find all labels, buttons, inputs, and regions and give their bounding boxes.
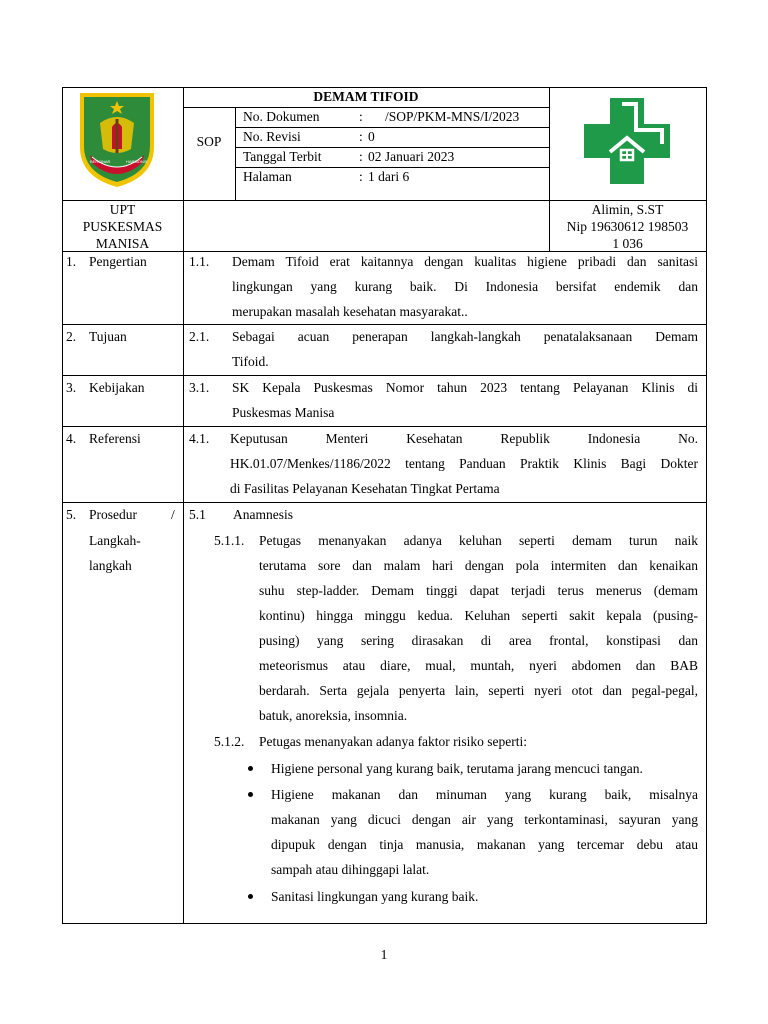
org-line-3: MANISA: [95, 236, 150, 251]
bullet-item: [271, 884, 698, 909]
meta-value-doc-number: /SOP/PKM-MNS/I/2023: [385, 109, 520, 124]
section-label: Langkah-: [89, 533, 141, 548]
body-line: Tifoid.: [232, 354, 269, 369]
body-line: Higiene personal yang kurang baik, terutama jarang mencuci tangan.: [271, 761, 643, 776]
border-bottom: [62, 923, 707, 924]
section-number: 3.: [66, 380, 77, 395]
org-line-1: UPT: [109, 202, 136, 217]
item-number: 5.1.1.: [214, 533, 245, 548]
body-line: Puskesmas Manisa: [232, 405, 335, 420]
subsection-number: 4.1.: [189, 431, 210, 446]
section-number: 2.: [66, 329, 77, 344]
emblem-text-right: HARMONIS: [126, 159, 148, 164]
body-line: dipupuk dengan tinja manusia, makanan yang tercemar debu atau: [271, 837, 698, 852]
subsection-number: 1.1.: [189, 254, 210, 269]
body-line: Sanitasi lingkungan yang kurang baik.: [271, 889, 479, 904]
title-underline: [183, 107, 549, 108]
body-line: makanan yang dicuci dengan air yang terkontaminasi, sayuran yang: [271, 812, 698, 827]
bullet-dot-icon: [248, 894, 253, 899]
meta-label: No. Revisi: [243, 129, 301, 144]
section-label: Prosedur: [89, 507, 137, 522]
section-label: Referensi: [89, 431, 141, 446]
body-line: Keputusan Menteri Kesehatan Republik Indonesia No.: [230, 431, 698, 446]
section-number: 4.: [66, 431, 77, 446]
bullet-dot-icon: [248, 792, 253, 797]
section-label: Pengertian: [89, 254, 147, 269]
row-4-bottom: [62, 502, 707, 503]
item-number: 5.1.2.: [214, 734, 245, 749]
emblem-text-left: BERSINAR: [90, 159, 111, 164]
meta-sep: :: [359, 109, 363, 124]
meta-sep: :: [359, 149, 363, 164]
meta-row-1: [235, 127, 549, 128]
regional-emblem-logo: [76, 89, 158, 189]
meta-label: No. Dokumen: [243, 109, 320, 124]
item-text: Petugas menanyakan adanya faktor risiko seperti:: [259, 734, 528, 749]
medical-cross-icon: [580, 94, 674, 188]
body-line: meteorismus atau diare, mual, muntah, nyeri abdomen dan BAB: [259, 658, 698, 673]
body-line: merupakan masalah kesehatan masyarakat..: [232, 304, 468, 319]
body-line: batuk, anoreksia, insomnia.: [259, 708, 408, 723]
border-top: [62, 87, 707, 88]
meta-value-revision: 0: [368, 129, 375, 144]
sop-label: SOP: [196, 134, 222, 149]
body-line: terutama sore dan malam hari dengan pola intermiten dan kenaikan: [259, 558, 698, 573]
body-line: Sebagai acuan penerapan langkah-langkah penatalaksanaan Demam: [232, 329, 698, 344]
section-body: [232, 249, 698, 324]
section-label: Tujuan: [89, 329, 127, 344]
meta-value-issue-date: 02 Januari 2023: [368, 149, 455, 164]
section-number: 5.: [66, 507, 77, 522]
body-line: SK Kepala Puskesmas Nomor tahun 2023 tentang Pelayanan Klinis di: [232, 380, 698, 395]
subsection-number: 2.1.: [189, 329, 210, 344]
subsection-title: Anamnesis: [233, 507, 293, 522]
section-body: [232, 375, 698, 425]
section-label: langkah: [89, 558, 132, 573]
meta-value-page: 1 dari 6: [368, 169, 410, 184]
meta-sep: :: [359, 129, 363, 144]
body-line: suhu step-ladder. Demam tinggi dapat terjadi terus menerus (demam: [259, 583, 698, 598]
body-line: pusing) yang sering dirasakan di area frontal, konstipasi dan: [259, 633, 698, 648]
page-number: 1: [380, 947, 388, 962]
border-right: [706, 87, 707, 924]
signer-nip-line-1: Nip 19630612 198503: [566, 219, 689, 234]
document-title: DEMAM TIFOID: [313, 89, 419, 104]
section-label-slash: /: [171, 507, 175, 522]
body-line: berdarah. Serta gejala penyerta lain, seperti nyeri otot dan pegal-pegal,: [259, 683, 698, 698]
shield-emblem-icon: [76, 89, 158, 189]
section-body: [232, 324, 698, 374]
org-line-2: PUSKESMAS: [82, 219, 163, 234]
body-line: lingkungan yang kurang baik. Di Indonesia bersifat endemik dan: [232, 279, 698, 294]
body-line: sampah atau dihinggapi lalat.: [271, 862, 430, 877]
section-label: Kebijakan: [89, 380, 145, 395]
subsection-number: 3.1.: [189, 380, 210, 395]
body-line: Demam Tifoid erat kaitannya dengan kualitas higiene pribadi dan sanitasi: [232, 254, 698, 269]
signer-name: Alimin, S.ST: [591, 202, 664, 217]
bullet-item: [271, 756, 698, 781]
bullet-dot-icon: [248, 766, 253, 771]
meta-label: Halaman: [243, 169, 292, 184]
bullet-item: [271, 782, 698, 882]
meta-label: Tanggal Terbit: [243, 149, 322, 164]
body-line: Higiene makanan dan minuman yang kurang baik, misalnya: [271, 787, 698, 802]
body-line: Petugas menanyakan adanya keluhan seperti demam turun naik: [259, 533, 698, 548]
signer-nip-line-2: 1 036: [612, 236, 643, 251]
col-divider-1: [183, 87, 184, 924]
health-cross-logo: [580, 94, 674, 192]
body-line: kontinu) hingga minggu kedua. Keluhan seperti sakit kepala (pusing-: [259, 608, 698, 623]
subsection-number: 5.1: [189, 507, 206, 522]
meta-row-2: [235, 147, 549, 148]
section-number: 1.: [66, 254, 77, 269]
sop-divider: [235, 107, 236, 200]
header-bottom: [62, 200, 707, 201]
body-line: di Fasilitas Pelayanan Kesehatan Tingkat Pertama: [230, 481, 500, 496]
item-body: [259, 528, 698, 728]
body-line: HK.01.07/Menkes/1186/2022 tentang Panduan Praktik Klinis Bagi Dokter: [230, 456, 698, 471]
section-body: [230, 426, 698, 501]
meta-sep: :: [359, 169, 363, 184]
meta-row-3: [235, 167, 549, 168]
